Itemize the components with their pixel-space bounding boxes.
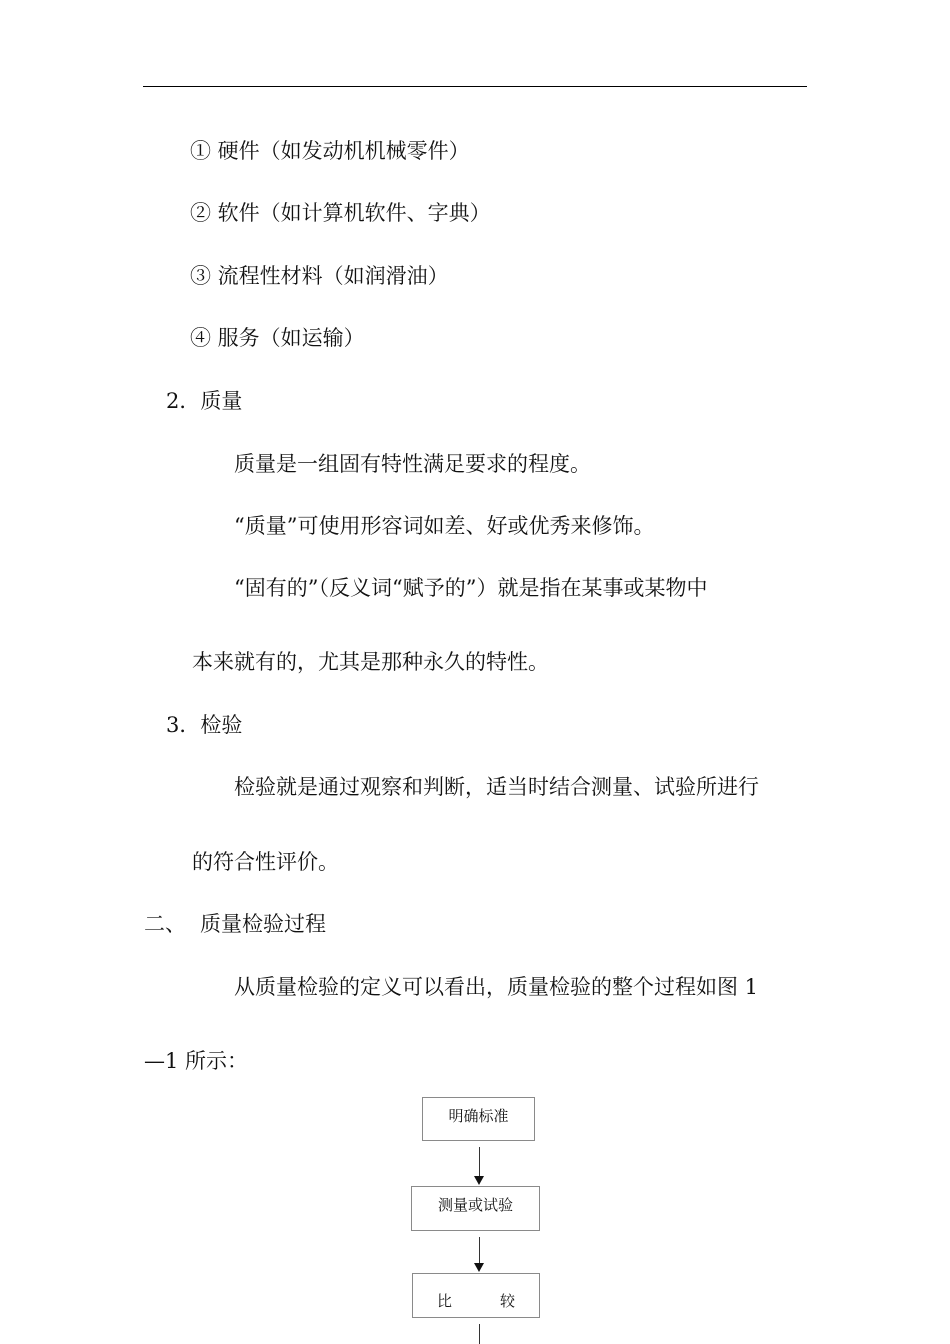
flow-step-label: 明确标准: [448, 1107, 509, 1125]
process-intro-line2: —1 所示：: [144, 1049, 249, 1073]
section-heading-quality: 2．质量: [166, 389, 243, 413]
inherent-definition-line1: “固有的”（反义词“赋予的”）就是指在某事或某物中: [234, 576, 708, 600]
flow-step-measure-or-test: [411, 1186, 540, 1231]
flow-arrow-down-icon: [474, 1263, 484, 1272]
inherent-definition-line2: 本来就有的，尤其是那种永久的特性。: [192, 650, 549, 674]
flow-connector: [479, 1237, 480, 1264]
inspection-definition-line1: 检验就是通过观察和判断，适当时结合测量、试验所进行: [234, 775, 759, 799]
flow-arrow-down-icon: [474, 1176, 484, 1185]
process-intro-line1: 从质量检验的定义可以看出，质量检验的整个过程如图 1: [234, 975, 759, 999]
chapter-heading-number: 二、: [144, 912, 186, 936]
flow-step-define-standard: [422, 1097, 535, 1141]
quality-adjective-note: “质量”可使用形容词如差、好或优秀来修饰。: [234, 514, 655, 538]
chapter-heading-process: 质量检验过程: [200, 912, 326, 936]
flow-step-label: 测量或试验: [437, 1196, 513, 1214]
flow-step-label-left: 比: [436, 1292, 452, 1310]
flow-connector: [479, 1324, 480, 1344]
section-heading-inspection: 3．检验: [166, 713, 243, 737]
list-item-service: ④ 服务（如运输）: [190, 326, 365, 350]
inspection-definition-line2: 的符合性评价。: [192, 850, 339, 874]
list-item-software: ② 软件（如计算机软件、字典）: [190, 201, 491, 225]
flow-step-label-right: 较: [500, 1292, 516, 1310]
list-item-processed-material: ③ 流程性材料（如润滑油）: [190, 264, 449, 288]
header-rule: [143, 86, 807, 87]
flow-step-label: [413, 1274, 539, 1310]
flow-step-compare: [412, 1273, 540, 1318]
list-item-hardware: ① 硬件（如发动机机械零件）: [190, 139, 470, 163]
quality-definition: 质量是一组固有特性满足要求的程度。: [234, 452, 591, 476]
flow-connector: [479, 1147, 480, 1177]
